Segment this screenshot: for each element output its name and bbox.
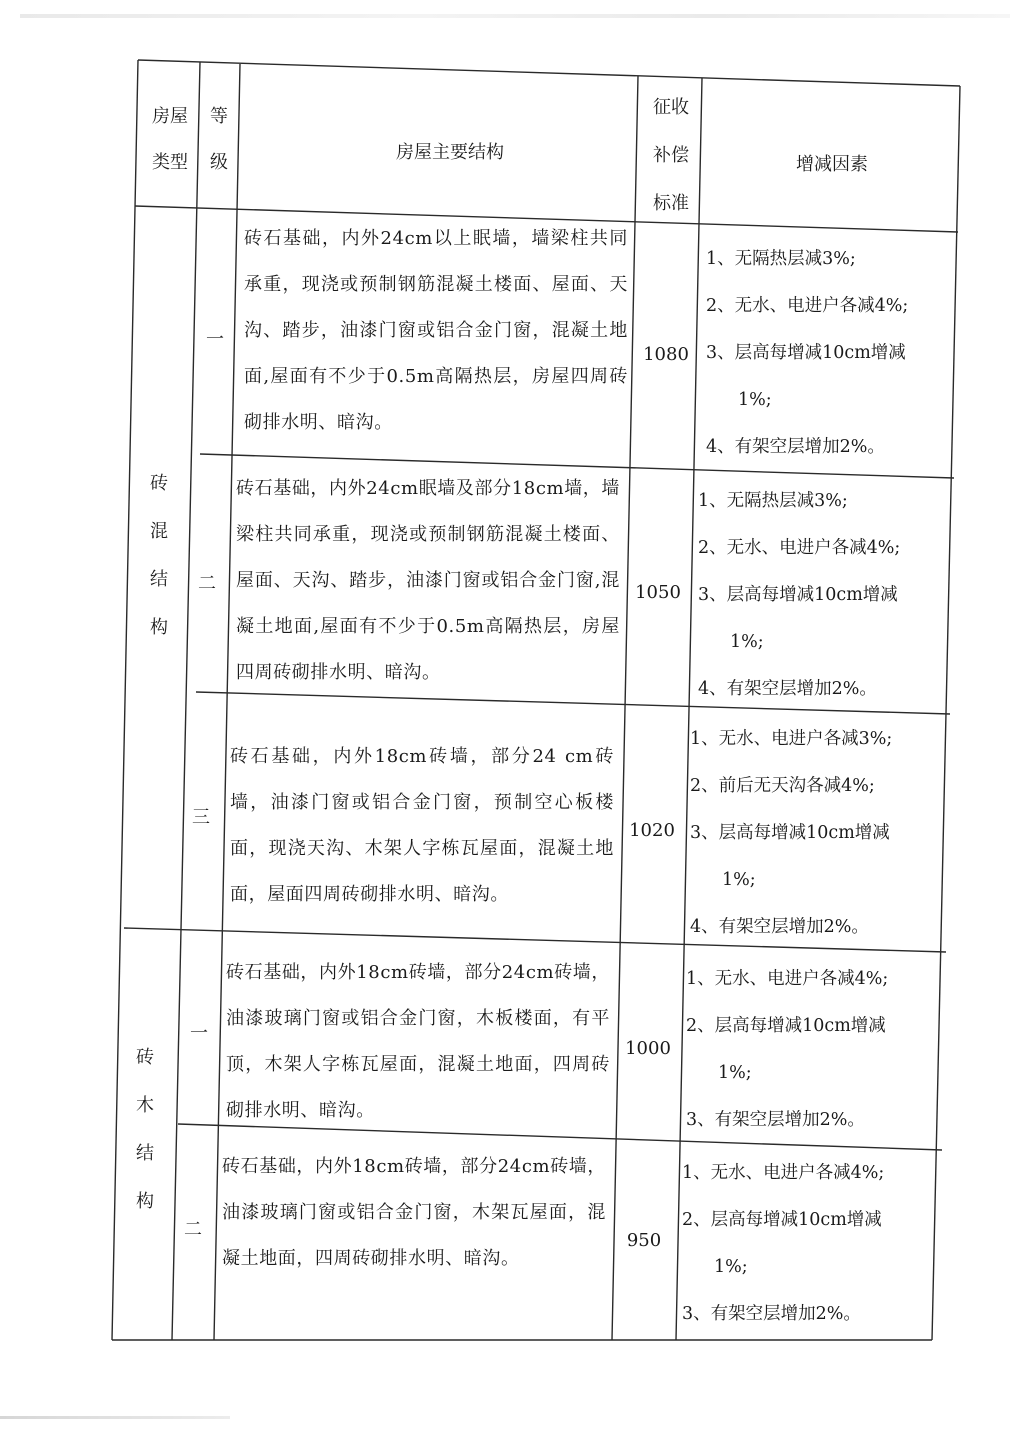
header-grade-line-1: 等 — [210, 106, 228, 127]
factor-item: 1%; — [738, 390, 772, 410]
header-house-type-line-2: 类型 — [152, 152, 188, 173]
factor-item: 4、有架空层增加2%。 — [706, 437, 885, 457]
group-type-brick-wood — [130, 1034, 160, 1226]
factor-item: 1、无隔热层减3%; — [698, 491, 848, 511]
factor-item: 2、层高每增减10cm增减 — [686, 1016, 886, 1036]
factor-item: 3、层高每增减10cm增减 — [690, 823, 890, 843]
factor-item: 3、层高每增减10cm增减 — [698, 585, 898, 605]
grade-cell: 三 — [192, 807, 210, 828]
factor-item: 1、无水、电进户各减4%; — [686, 969, 889, 989]
header-standard-line-1: 征收 — [653, 97, 689, 118]
factor-item: 4、有架空层增加2%。 — [698, 679, 877, 699]
factor-item: 1%; — [730, 632, 764, 652]
factors-list — [690, 716, 940, 951]
standard-cell: 950 — [626, 1230, 662, 1251]
grade-cell: 一 — [190, 1023, 208, 1044]
factor-item: 1、无隔热层减3%; — [706, 249, 856, 269]
factors-list — [686, 956, 936, 1144]
header-structure: 房屋主要结构 — [396, 142, 504, 163]
group-type-char: 构 — [150, 617, 168, 638]
factor-item: 1%; — [714, 1257, 748, 1277]
group-type-char: 构 — [136, 1191, 154, 1212]
group-type-char: 砖 — [150, 473, 168, 494]
grade-cell: 一 — [206, 329, 224, 350]
group-type-char: 结 — [150, 569, 168, 590]
grade-cell: 二 — [198, 573, 216, 594]
grade-cell: 二 — [184, 1219, 202, 1240]
standard-cell: 1000 — [625, 1038, 671, 1059]
group-type-char: 砖 — [136, 1047, 154, 1068]
header-grade-line-2: 级 — [210, 152, 228, 173]
scan-edge-top — [20, 14, 1010, 18]
structure-cell: 砖石基础，内外18cm砖墙，部分24 cm砖墙，油漆门窗或铝合金门窗，预制空心板楼面，现浇天沟、木架人字栋瓦屋面，混凝土地面，屋面四周砖砌排水明、暗沟。 — [230, 746, 614, 905]
header-factors: 增减因素 — [796, 154, 868, 175]
structure-cell: 砖石基础，内外18cm砖墙，部分24cm砖墙，油漆玻璃门窗或铝合金门窗，木板楼面，有平顶，木架人字栋瓦屋面，混凝土地面，四周砖砌排水明、暗沟。 — [226, 962, 610, 1121]
header-standard — [646, 84, 696, 228]
header-house-type — [150, 94, 190, 186]
factor-item: 1、无水、电进户各减3%; — [690, 729, 893, 749]
header-standard-line-2: 补偿 — [653, 145, 689, 166]
group-type-brick-concrete — [144, 460, 174, 652]
structure-cell: 砖石基础，内外24cm以上眠墙，墙梁柱共同承重，现浇或预制钢筋混凝土楼面、屋面、天沟、踏步，油漆门窗或铝合金门窗，混凝土地面,屋面有不少于0.5m高隔热层，房屋四周砖砌排水明、暗沟。 — [244, 228, 628, 433]
factor-item: 3、层高每增减10cm增减 — [706, 343, 906, 363]
standard-cell: 1050 — [635, 582, 681, 603]
structure-cell: 砖石基础，内外24cm眠墙及部分18cm墙，墙梁柱共同承重，现浇或预制钢筋混凝土楼面、屋面、天沟、踏步，油漆门窗或铝合金门窗,混凝土地面,屋面有不少于0.5m高隔热层，房屋四周砖砌排水明、暗沟。 — [236, 478, 620, 683]
factors-list — [682, 1150, 932, 1338]
compensation-standard-table — [120, 60, 966, 1340]
standard-cell: 1080 — [643, 344, 689, 365]
group-type-char: 结 — [136, 1143, 154, 1164]
factor-item: 2、层高每增减10cm增减 — [682, 1210, 882, 1230]
factors-list — [698, 478, 948, 713]
scan-edge-bottom — [0, 1416, 230, 1419]
group-type-char: 木 — [136, 1095, 154, 1116]
factor-item: 2、无水、电进户各减4%; — [706, 296, 909, 316]
factor-item: 3、有架空层增加2%。 — [686, 1110, 865, 1130]
factors-list — [706, 236, 956, 471]
header-grade — [202, 94, 236, 186]
factor-item: 2、前后无天沟各减4%; — [690, 776, 875, 796]
factor-item: 4、有架空层增加2%。 — [690, 917, 869, 937]
standard-cell: 1020 — [629, 820, 675, 841]
factor-item: 2、无水、电进户各减4%; — [698, 538, 901, 558]
factor-item: 1%; — [718, 1063, 752, 1083]
header-standard-line-3: 标准 — [653, 193, 689, 214]
factor-item: 3、有架空层增加2%。 — [682, 1304, 861, 1324]
structure-cell: 砖石基础，内外18cm砖墙，部分24cm砖墙，油漆玻璃门窗或铝合金门窗，木架瓦屋面，混凝土地面，四周砖砌排水明、暗沟。 — [222, 1156, 606, 1269]
factor-item: 1、无水、电进户各减4%; — [682, 1163, 885, 1183]
header-house-type-line-1: 房屋 — [152, 106, 188, 127]
group-type-char: 混 — [150, 521, 168, 542]
factor-item: 1%; — [722, 870, 756, 890]
